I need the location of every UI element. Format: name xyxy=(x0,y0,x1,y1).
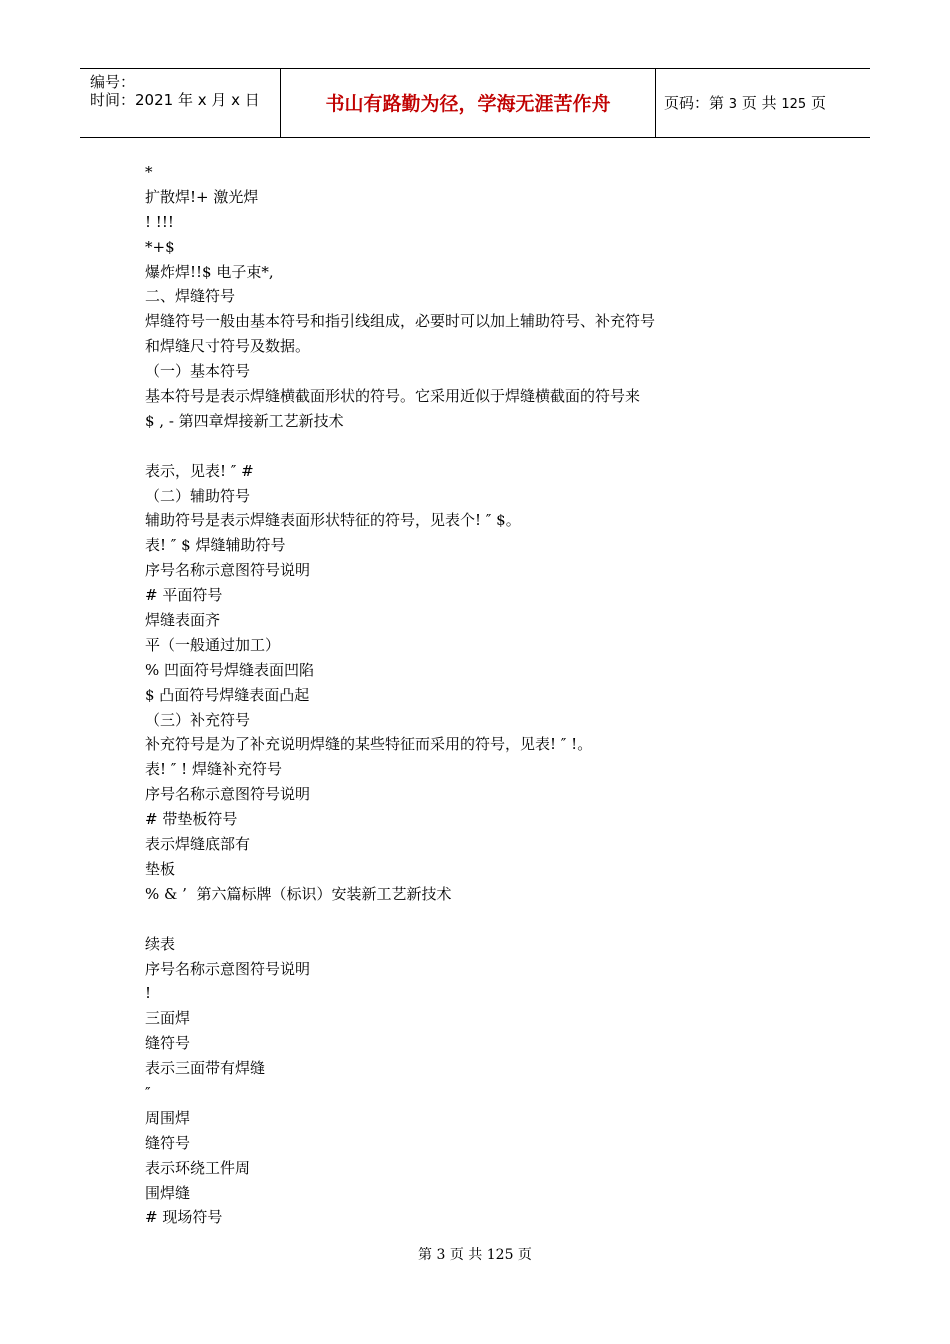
text-line: 焊缝表面齐 xyxy=(145,611,221,630)
header-meta-cell xyxy=(80,69,280,137)
text-line: ! !!! xyxy=(145,212,174,231)
header-page-cell xyxy=(656,69,870,137)
text-line: 扩散焊!+ 激光焊 xyxy=(145,187,259,206)
text-line: 周围焊 xyxy=(145,1108,191,1127)
text-line: 续表 xyxy=(145,934,176,953)
text-line: 三面焊 xyxy=(145,1009,191,1028)
text-line: # 现场符号 xyxy=(145,1208,223,1227)
text-line: 序号名称示意图符号说明 xyxy=(145,785,311,804)
text-line: ″ xyxy=(145,1083,151,1102)
text-line: 表示环绕工件周 xyxy=(145,1158,251,1177)
text-line: 和焊缝尺寸符号及数据。 xyxy=(145,337,311,356)
text-line: 围焊缝 xyxy=(145,1183,191,1202)
page-suffix: 页 xyxy=(806,94,826,112)
footer-page-number: 第 3 页 共 125 页 xyxy=(418,1247,532,1263)
text-line: 序号名称示意图符号说明 xyxy=(145,561,311,580)
text-line: （三）补充符号 xyxy=(145,710,251,729)
document-date-label: 时间：2021 年 x 月 x 日 xyxy=(90,91,260,109)
motto-text: 书山有路勤为径，学海无涯苦作舟 xyxy=(325,93,611,115)
text-line: 缝符号 xyxy=(145,1133,191,1152)
text-line: ! xyxy=(145,984,152,1003)
text-line: 垫板 xyxy=(145,859,176,878)
text-line: 表示，见表! ″ # xyxy=(145,461,254,480)
text-line: 二、焊缝符号 xyxy=(145,287,236,306)
text-line: 缝符号 xyxy=(145,1034,191,1053)
document-body xyxy=(145,160,845,1230)
text-line: 爆炸焊!!$ 电子束*, xyxy=(145,262,274,281)
page-middle: 页 共 xyxy=(737,94,782,112)
text-line: 焊缝符号一般由基本符号和指引线组成，必要时可以加上辅助符号、补充符号 xyxy=(145,312,656,331)
text-line: % & ’ 第六篇标牌（标识）安装新工艺新技术 xyxy=(145,884,452,903)
text-line: 基本符号是表示焊缝横截面形状的符号。它采用近似于焊缝横截面的符号来 xyxy=(145,387,641,406)
text-line: $ 凸面符号焊缝表面凸起 xyxy=(145,685,310,704)
text-line: $ , - 第四章焊接新工艺新技术 xyxy=(145,411,344,430)
text-line: 辅助符号是表示焊缝表面形状特征的符号，见表个! ″ $。 xyxy=(145,511,521,530)
text-line: 表! ″ $ 焊缝辅助符号 xyxy=(145,536,286,555)
text-line: 补充符号是为了补充说明焊缝的某些特征而采用的符号，见表! ″ !。 xyxy=(145,735,593,754)
text-line: # 平面符号 xyxy=(145,586,223,605)
header-motto-cell xyxy=(280,69,656,137)
page-header xyxy=(80,68,870,138)
page-number: 3 xyxy=(728,97,738,112)
page-footer xyxy=(0,1245,950,1265)
text-line: *+$ xyxy=(145,237,175,256)
text-line: 表示三面带有焊缝 xyxy=(145,1059,266,1078)
text-line: 序号名称示意图符号说明 xyxy=(145,959,311,978)
page-total: 125 xyxy=(781,97,807,112)
document-number-label: 编号： xyxy=(90,73,136,91)
text-line: 平（一般通过加工） xyxy=(145,635,281,654)
text-line: 表示焊缝底部有 xyxy=(145,835,251,854)
text-line: 表! ″ ! 焊缝补充符号 xyxy=(145,760,282,779)
text-line xyxy=(145,907,845,932)
page-prefix: 页码：第 xyxy=(664,94,729,112)
text-line: （二）辅助符号 xyxy=(145,486,251,505)
text-line: # 带垫板符号 xyxy=(145,810,238,829)
text-line: （一）基本符号 xyxy=(145,362,251,381)
text-line: * xyxy=(145,163,153,181)
header-page-info xyxy=(664,93,826,115)
text-line: % 凹面符号焊缝表面凹陷 xyxy=(145,660,315,679)
text-line xyxy=(145,434,845,459)
